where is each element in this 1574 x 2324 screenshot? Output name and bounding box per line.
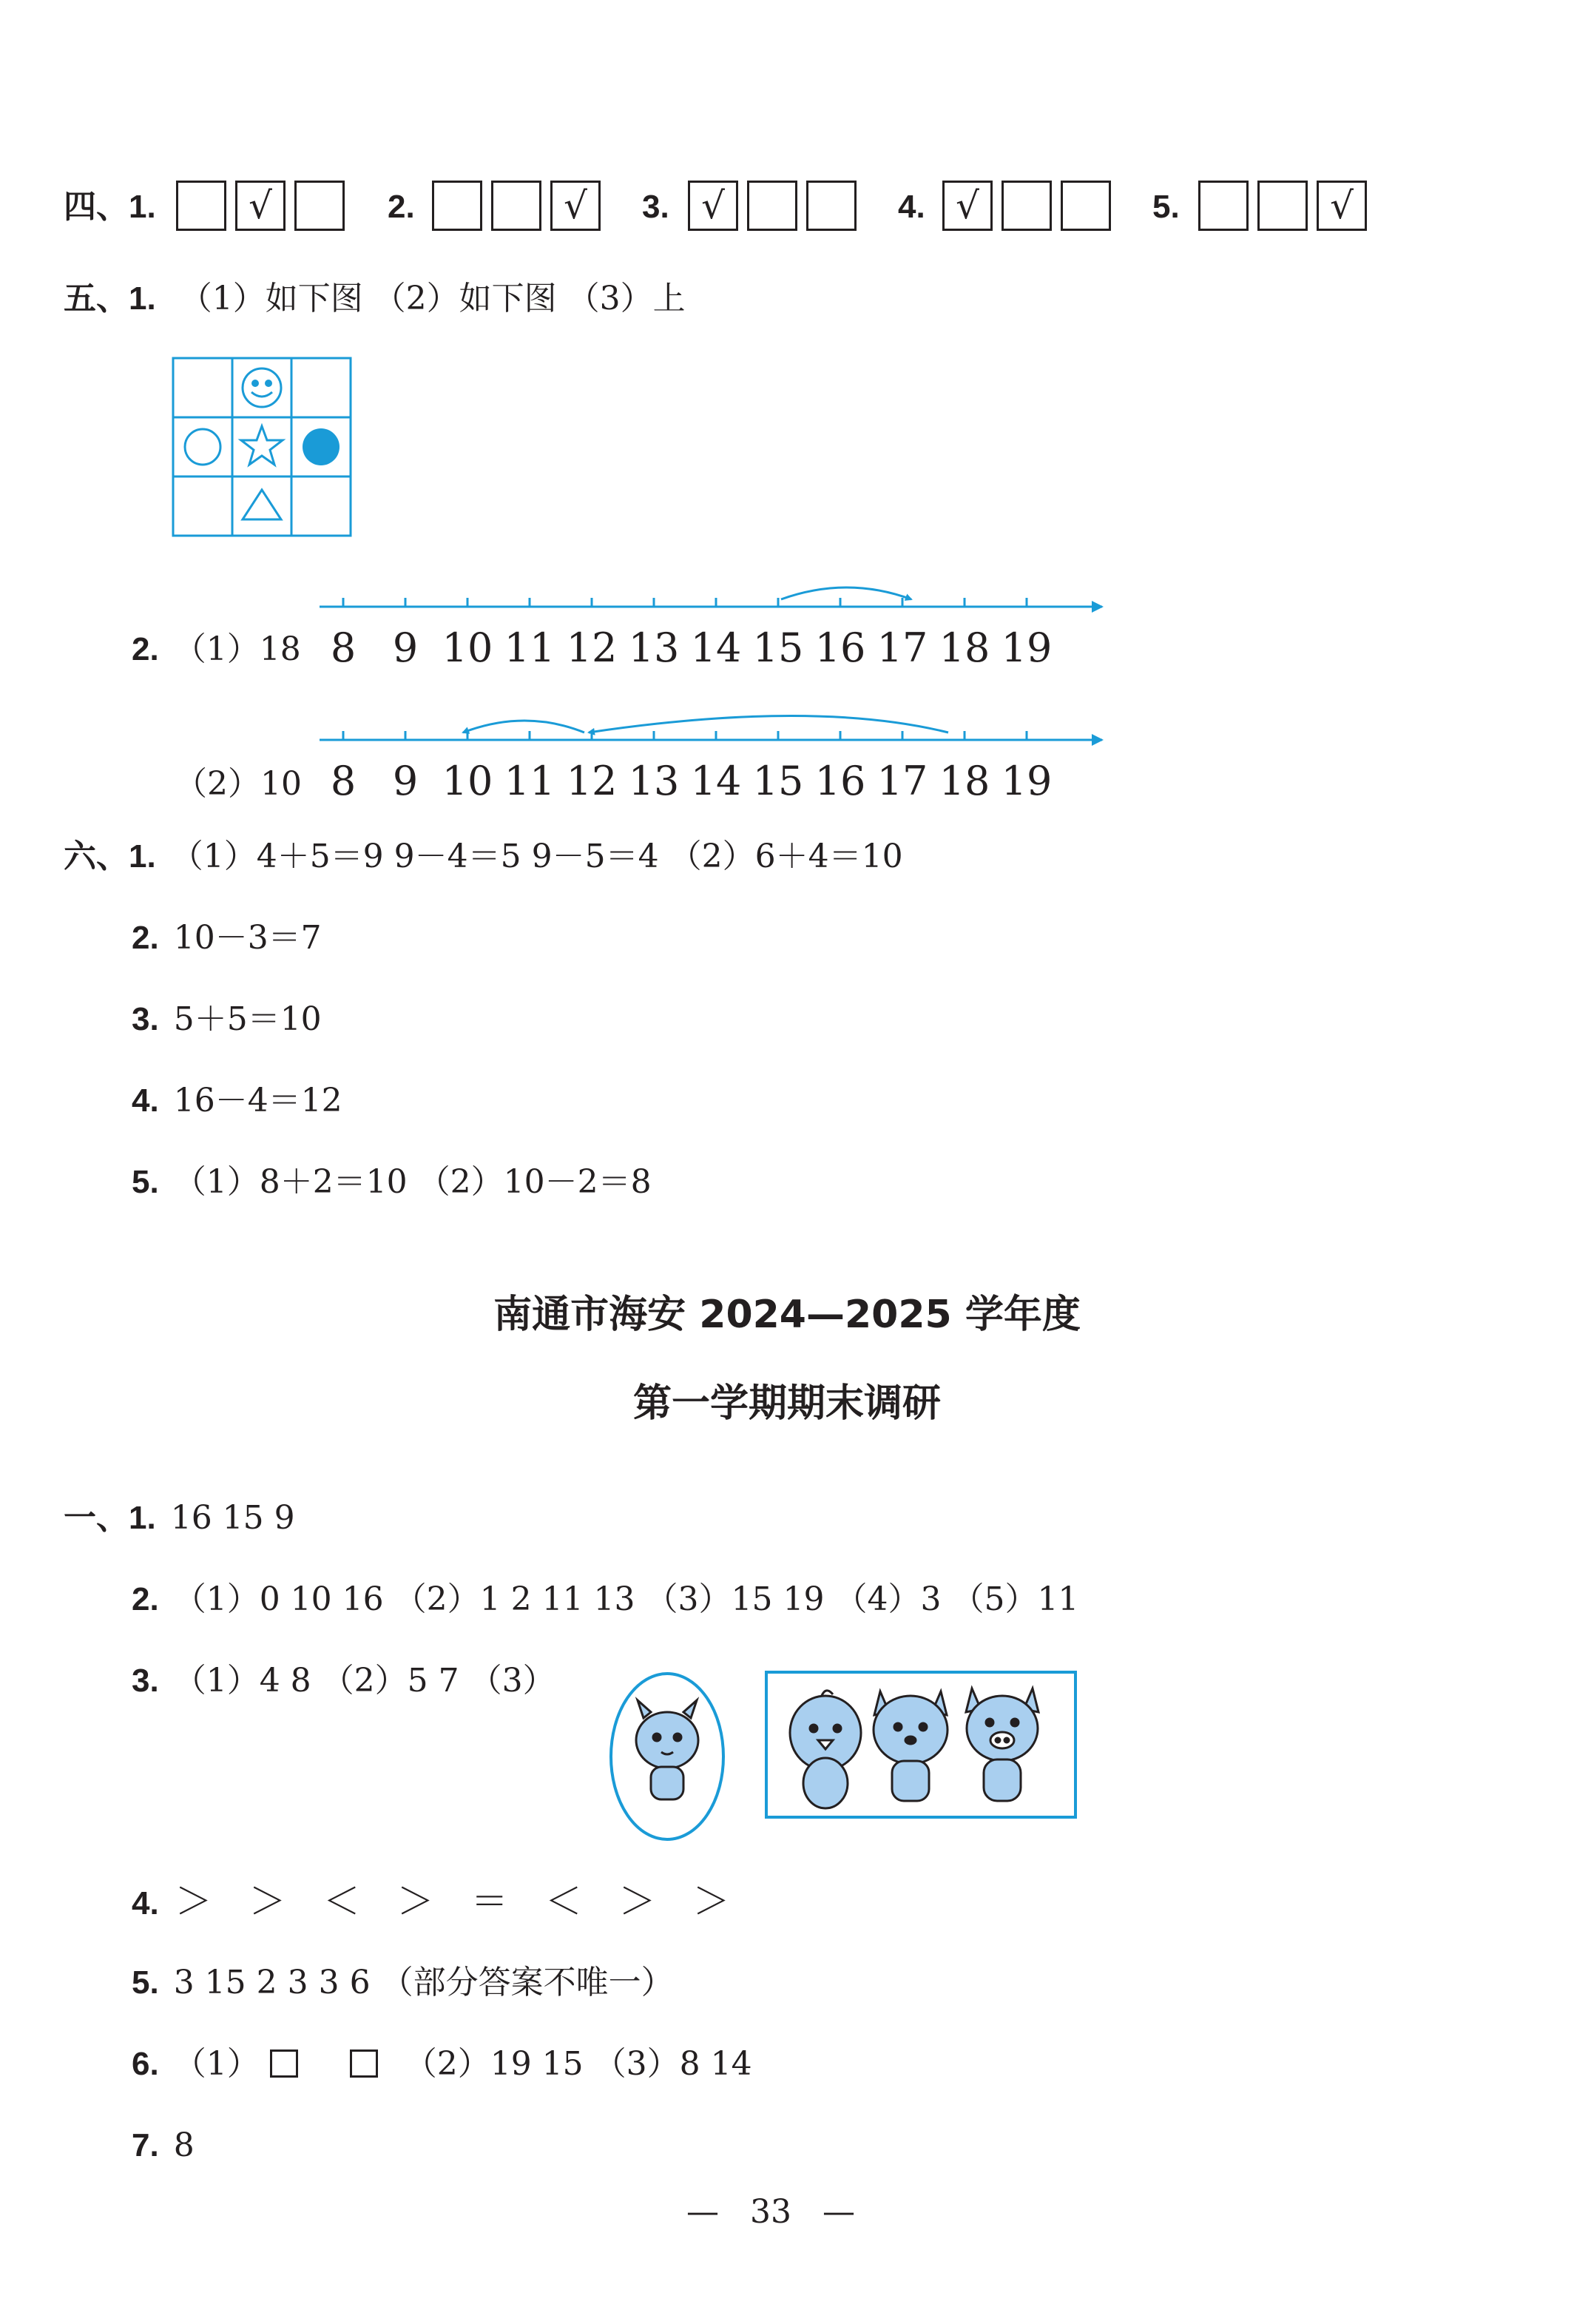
answer-box bbox=[176, 181, 226, 231]
s6-2-answer: 10－3＝7 bbox=[173, 919, 322, 957]
dragon-icon bbox=[636, 1700, 698, 1799]
answer-box: √ bbox=[1317, 181, 1367, 231]
footer-dash: — bbox=[686, 2193, 719, 2231]
s1-q7-answer: 8 bbox=[173, 2126, 195, 2164]
tick-label: 11 bbox=[504, 624, 555, 671]
answer-box bbox=[1002, 181, 1052, 231]
star-icon bbox=[241, 426, 283, 465]
compare-symbol: ＞ bbox=[249, 1880, 286, 1923]
tick-label: 9 bbox=[392, 624, 419, 671]
answer-box bbox=[432, 181, 482, 231]
s4-label: 四、 bbox=[64, 188, 129, 226]
page-footer bbox=[686, 2190, 855, 2234]
s1-q3-num: 3. bbox=[132, 1663, 159, 1699]
tick-label: 9 bbox=[392, 758, 419, 804]
compare-symbol: ＝ bbox=[470, 1880, 508, 1923]
s1-q7-num: 7. bbox=[132, 2127, 159, 2163]
filled-circle-icon bbox=[303, 428, 340, 465]
s4-q1-num: 1. bbox=[129, 189, 156, 225]
tick-label: 14 bbox=[690, 624, 742, 671]
s5-q2-answer-1: （1）18 bbox=[173, 630, 301, 668]
jump-arrow bbox=[781, 587, 911, 599]
heading-line-1: 南通市海安 2024—2025 学年度 bbox=[493, 1293, 1081, 1337]
s6-item-2 bbox=[132, 916, 322, 960]
compare-symbol: ＞ bbox=[175, 1880, 212, 1923]
chick-icon bbox=[790, 1691, 861, 1808]
s1-q6-part-1: （1） bbox=[173, 2045, 260, 2083]
s6-3-num: 3. bbox=[132, 1001, 159, 1037]
s4-row bbox=[64, 185, 156, 229]
s6-1-answer: （1）4＋5＝9 9－4＝5 9－5＝4 （2）6＋4＝10 bbox=[170, 838, 903, 875]
answer-box bbox=[1198, 181, 1249, 231]
s5-q2-row bbox=[132, 627, 301, 672]
circle-outline-icon bbox=[185, 429, 220, 465]
tick-label: 17 bbox=[876, 624, 928, 671]
s1-q1-row bbox=[64, 1496, 295, 1540]
tick-label: 19 bbox=[1001, 758, 1053, 804]
s1-q2-row bbox=[132, 1577, 1078, 1622]
tick-label: 16 bbox=[814, 624, 866, 671]
s6-label: 六、 bbox=[64, 838, 129, 875]
s5-q1-row bbox=[64, 277, 686, 321]
number-line-2 bbox=[311, 703, 1117, 755]
tick-label: 13 bbox=[628, 758, 680, 804]
compare-symbol: ＞ bbox=[692, 1880, 730, 1923]
s4-q5-num: 5. bbox=[1152, 189, 1180, 225]
s6-4-answer: 16－4＝12 bbox=[173, 1082, 342, 1119]
s6-item-4 bbox=[132, 1079, 342, 1123]
answer-box bbox=[1257, 181, 1308, 231]
s6-4-num: 4. bbox=[132, 1082, 159, 1119]
s1-q2-num: 2. bbox=[132, 1581, 159, 1617]
answer-box bbox=[1061, 181, 1111, 231]
s1-q3-row bbox=[132, 1659, 555, 1703]
s6-5-answer: （1）8＋2＝10 （2）10－2＝8 bbox=[173, 1163, 652, 1201]
tick-label: 14 bbox=[690, 758, 742, 804]
s6-item-1 bbox=[64, 835, 903, 879]
s6-2-num: 2. bbox=[132, 920, 159, 956]
number-line-1 bbox=[311, 570, 1117, 622]
smiley-icon bbox=[243, 368, 281, 407]
s1-q6-part-2: （2）19 15 （3）8 14 bbox=[404, 2045, 752, 2083]
s6-item-3 bbox=[132, 997, 322, 1042]
tick-label: 8 bbox=[330, 624, 357, 671]
s1-q4-row bbox=[132, 1879, 767, 1926]
s4-q2-num: 2. bbox=[388, 189, 415, 225]
s4-q3-num: 3. bbox=[642, 189, 669, 225]
tick-label: 16 bbox=[814, 758, 866, 804]
tick-label: 12 bbox=[566, 758, 618, 804]
s5-q2-answer-2: （2）10 bbox=[175, 765, 302, 803]
tick-label: 13 bbox=[628, 624, 680, 671]
answer-box: √ bbox=[235, 181, 286, 231]
s1-q5-num: 5. bbox=[132, 1964, 159, 2001]
compare-symbol: ＜ bbox=[544, 1880, 582, 1923]
s5-label: 五、 bbox=[64, 280, 129, 317]
answer-box bbox=[491, 181, 541, 231]
s1-q2-answer: （1）0 10 16 （2）1 2 11 13 （3）15 19 （4）3 （5）11 bbox=[173, 1580, 1079, 1618]
tick-label: 18 bbox=[939, 758, 990, 804]
puppy-icon bbox=[874, 1691, 948, 1801]
footer-dash: — bbox=[823, 2193, 855, 2231]
tick-label: 12 bbox=[566, 624, 618, 671]
answer-box: √ bbox=[942, 181, 993, 231]
s1-q3-answer: （1）4 8 （2）5 7 （3） bbox=[173, 1662, 555, 1700]
s6-1-num: 1. bbox=[129, 838, 156, 875]
answer-box: √ bbox=[550, 181, 601, 231]
tick-label: 15 bbox=[752, 624, 804, 671]
tick-label: 11 bbox=[504, 758, 555, 804]
triangle-icon bbox=[243, 490, 281, 519]
tick-label: 10 bbox=[442, 624, 493, 671]
s1-q6-num: 6. bbox=[132, 2046, 159, 2082]
answer-box bbox=[294, 181, 345, 231]
empty-square-icon bbox=[350, 2050, 378, 2078]
answer-box bbox=[806, 181, 857, 231]
jump-arrow bbox=[589, 716, 948, 733]
s5-q1-answer: （1）如下图 （2）如下图 （3）上 bbox=[179, 280, 686, 317]
compare-symbol: ＜ bbox=[322, 1880, 360, 1923]
compare-symbol: ＞ bbox=[396, 1880, 434, 1923]
s1-q5-answer: 3 15 2 3 3 6 （部分答案不唯一） bbox=[173, 1964, 674, 2001]
tick-label: 19 bbox=[1001, 624, 1053, 671]
s1-q1-num: 1. bbox=[129, 1500, 156, 1536]
s5-q1-num: 1. bbox=[129, 280, 156, 317]
s1-q4-num: 4. bbox=[132, 1885, 159, 1921]
pig-icon bbox=[966, 1688, 1038, 1801]
tick-label: 15 bbox=[752, 758, 804, 804]
s6-5-num: 5. bbox=[132, 1164, 159, 1200]
tick-label: 10 bbox=[442, 758, 493, 804]
s6-3-answer: 5＋5＝10 bbox=[173, 1000, 322, 1038]
compare-symbol: ＞ bbox=[618, 1880, 656, 1923]
answer-box: √ bbox=[688, 181, 738, 231]
heading-line-2: 第一学期期末调研 bbox=[632, 1381, 941, 1426]
characters-illustration bbox=[599, 1666, 1087, 1850]
s5-q2-num: 2. bbox=[132, 631, 159, 667]
s6-item-5 bbox=[132, 1160, 652, 1205]
empty-square-icon bbox=[270, 2050, 298, 2078]
page-number: 33 bbox=[750, 2193, 791, 2231]
s1-q1-answer: 16 15 9 bbox=[170, 1499, 295, 1537]
s1-q7-row bbox=[132, 2123, 195, 2168]
answer-box bbox=[747, 181, 797, 231]
tick-label: 18 bbox=[939, 624, 990, 671]
tick-label: 8 bbox=[330, 758, 357, 804]
position-grid bbox=[170, 355, 355, 540]
tick-label: 17 bbox=[876, 758, 928, 804]
s1-q6-row bbox=[132, 2042, 752, 2086]
s4-q4-num: 4. bbox=[898, 189, 925, 225]
s1-label: 一、 bbox=[64, 1499, 129, 1537]
jump-arrow bbox=[463, 721, 584, 732]
s1-q5-row bbox=[132, 1961, 674, 2005]
